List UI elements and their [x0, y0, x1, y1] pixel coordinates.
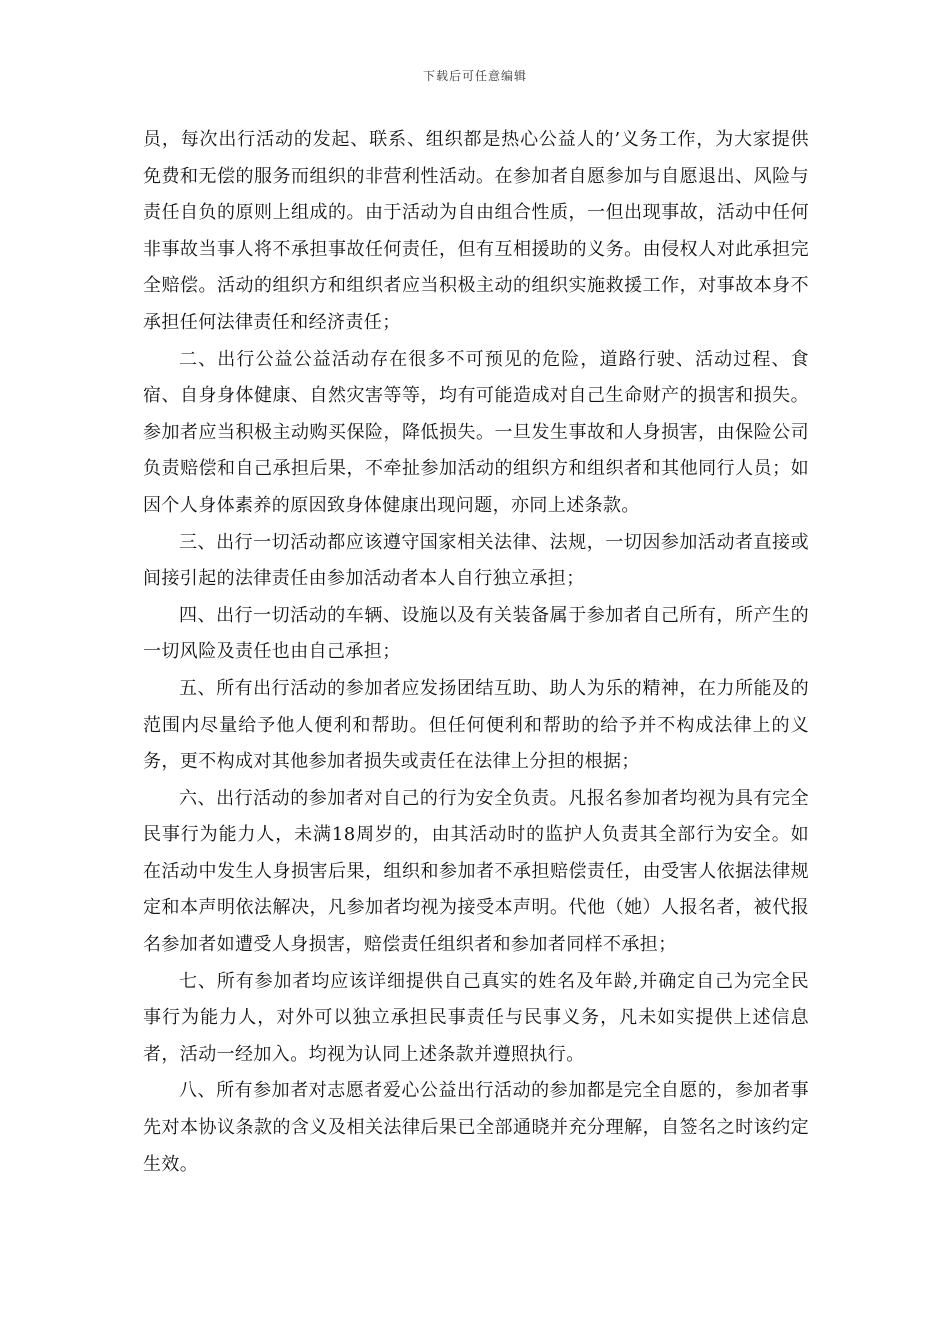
agreement-body [143, 122, 809, 1183]
paragraph-clause-6: 六、出行活动的参加者对自己的行为安全负责。凡报名参加者均视为具有完全民事行为能力人，未满18周岁的，由其活动时的监护人负责其全部行为安全。如在活动中发生人身损害后果，组织和参加者不承担赔偿责任，由受害人依据法律规定和本声明依法解决，凡参加者均视为接受本声明。代他（她）人报名者，被代报名参加者如遭受人身损害，赔偿责任组织者和参加者同样不承担； [143, 787, 809, 956]
paragraph-continuation: 员，每次出行活动的发起、联系、组织都是热心公益人的’义务工作，为大家提供免费和无偿的服务而组织的非营利性活动。在参加者自愿参加与自愿退出、风险与责任自负的原则上组成的。由于活动为自由组合性质，一但出现事故，活动中任何非事故当事人将不承担事故任何责任，但有互相援助的义务。由侵权人对此承担完全赔偿。活动的组织方和组织者应当积极主动的组织实施救援工作，对事故本身不承担任何法律责任和经济责任； [143, 129, 809, 333]
paragraph-clause-8: 八、所有参加者对志愿者爱心公益出行活动的参加都是完全自愿的，参加者事先对本协议条款的含义及相关法律后果已全部通晓并充分理解，自签名之时该约定生效。 [143, 1080, 809, 1175]
paragraph-clause-7: 七、所有参加者均应该详细提供自己真实的姓名及年龄,并确定自己为完全民事行为能力人，对外可以独立承担民事责任与民事义务，凡未如实提供上述信息者，活动一经加入。均视为认同上述条款并遵照执行。 [143, 970, 809, 1065]
paragraph-clause-4: 四、出行一切活动的车辆、设施以及有关装备属于参加者自己所有，所产生的一切风险及责任也由自己承担； [143, 604, 809, 663]
paragraph-clause-5: 五、所有出行活动的参加者应发扬团结互助、助人为乐的精神，在力所能及的范围内尽量给予他人便利和帮助。但任何便利和帮助的给予并不构成法律上的义务，更不构成对其他参加者损失或责任在法律上分担的根据； [143, 677, 809, 773]
paragraph-clause-3: 三、出行一切活动都应该遵守国家相关法律、法规，一切因参加活动者直接或间接引起的法律责任由参加活动者本人自行独立承担； [143, 531, 809, 590]
page-header-note: 下载后可任意编辑 [422, 69, 527, 83]
paragraph-clause-2: 二、出行公益公益活动存在很多不可预见的危险，道路行驶、活动过程、食宿、自身身体健康、自然灾害等等，均有可能造成对自己生命财产的损害和损失。参加者应当积极主动购买保险，降低损失。一旦发生事故和人身损害，由保险公司负责赔偿和自己承担后果，不牵扯参加活动的组织方和组织者和其他同行人员；如因个人身体素养的原因致身体健康出现问题，亦同上述条款。 [143, 348, 809, 516]
